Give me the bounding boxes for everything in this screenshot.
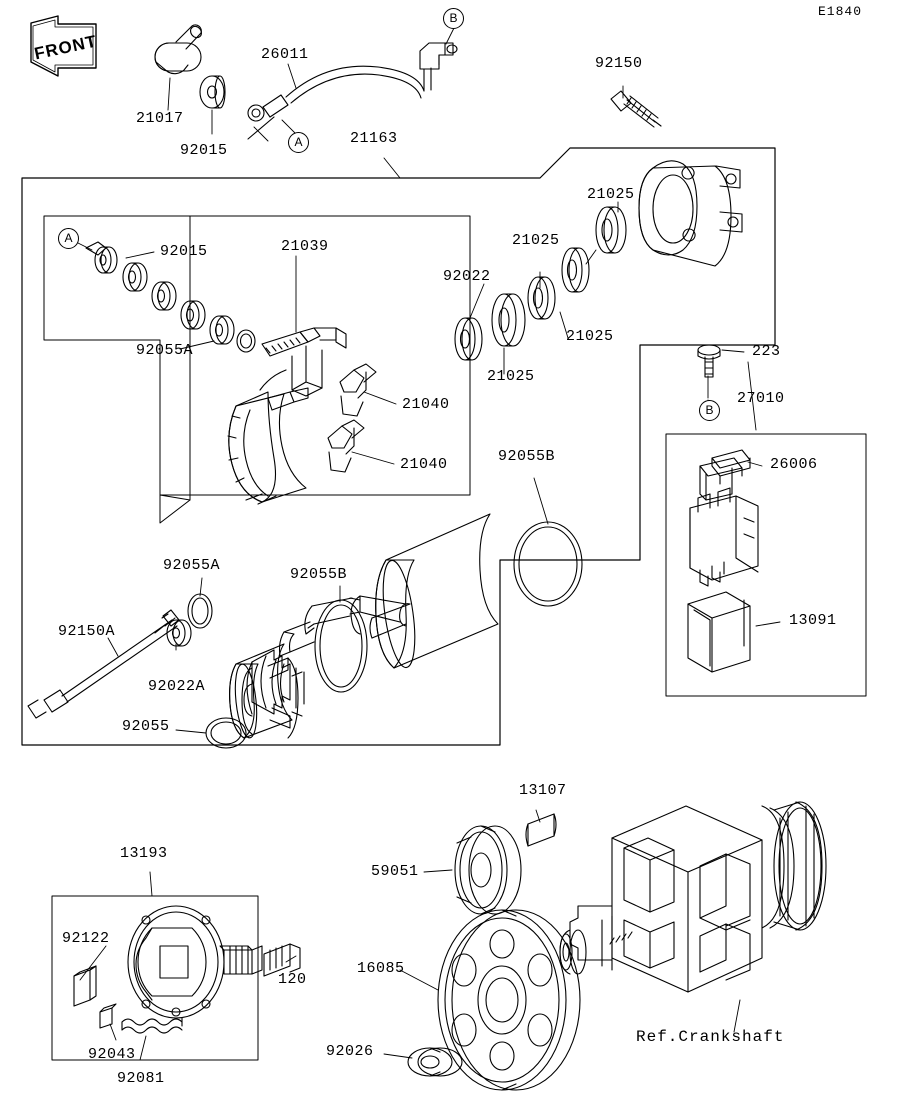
part-92026-washer-art [408, 1048, 462, 1076]
part-92055a-upper: 92055A [136, 342, 194, 359]
part-26006-art [712, 450, 750, 484]
part-26006: 26006 [770, 456, 818, 473]
part-92022: 92022 [443, 268, 491, 285]
part-92026: 92026 [326, 1043, 374, 1060]
crankshaft-art [560, 802, 826, 992]
oring-art [188, 522, 582, 748]
part-21040-upper: 21040 [402, 396, 450, 413]
part-92015-top-art [200, 76, 225, 108]
part-223: 223 [752, 343, 781, 360]
part-21017: 21017 [136, 110, 184, 127]
part-92055b-lower: 92055B [290, 566, 348, 583]
part-59051: 59051 [371, 863, 419, 880]
part-13091: 13091 [789, 612, 837, 629]
part-92081: 92081 [117, 1070, 165, 1087]
starter-end-cap-art [639, 161, 742, 266]
part-92055b-right: 92055B [498, 448, 556, 465]
part-21017-art [155, 24, 204, 73]
brush-holder-art [228, 328, 376, 504]
crankshaft-reference-label: Ref.Crankshaft [636, 1028, 785, 1046]
part-92150a: 92150A [58, 623, 116, 640]
part-223-art [698, 345, 720, 377]
part-92015-top: 92015 [180, 142, 228, 159]
part-21025-d: 21025 [487, 368, 535, 385]
balloon-b-right: B [699, 400, 720, 421]
part-13107-pin-art [526, 814, 556, 846]
part-13193: 13193 [120, 845, 168, 862]
balloon-a-top: A [288, 132, 309, 153]
part-92055a-lower: 92055A [163, 557, 221, 574]
part-13091-art [688, 592, 750, 672]
relay-art [690, 458, 758, 586]
balloon-a-left: A [58, 228, 79, 249]
part-92015-inner: 92015 [160, 243, 208, 260]
part-21163: 21163 [350, 130, 398, 147]
part-92022a: 92022A [148, 678, 206, 695]
part-16085: 16085 [357, 960, 405, 977]
starter-housing-lower-art [230, 644, 302, 739]
part-16085-gear-art [438, 910, 580, 1090]
part-13107: 13107 [519, 782, 567, 799]
part-92122: 92122 [62, 930, 110, 947]
part-21025-a: 21025 [587, 186, 635, 203]
part-92055a-upper-art [237, 330, 255, 352]
part-21025-c: 21025 [566, 328, 614, 345]
part-21040-lower: 21040 [400, 456, 448, 473]
drawing-number: E1840 [818, 4, 863, 19]
part-92043: 92043 [88, 1046, 136, 1063]
part-21025-b: 21025 [512, 232, 560, 249]
part-21039: 21039 [281, 238, 329, 255]
armature-art [247, 514, 498, 714]
part-92055: 92055 [122, 718, 170, 735]
part-92022a-art [167, 620, 191, 646]
part-120: 120 [278, 971, 307, 988]
part-27010: 27010 [737, 390, 785, 407]
part-59051-gear-art [455, 826, 521, 914]
front-label: FRONT [32, 31, 99, 64]
front-indicator [26, 14, 100, 76]
balloon-b-top: B [443, 8, 464, 29]
part-92150: 92150 [595, 55, 643, 72]
part-26011: 26011 [261, 46, 309, 63]
part-92150-art [611, 91, 661, 127]
oil-pump-art [74, 906, 300, 1033]
